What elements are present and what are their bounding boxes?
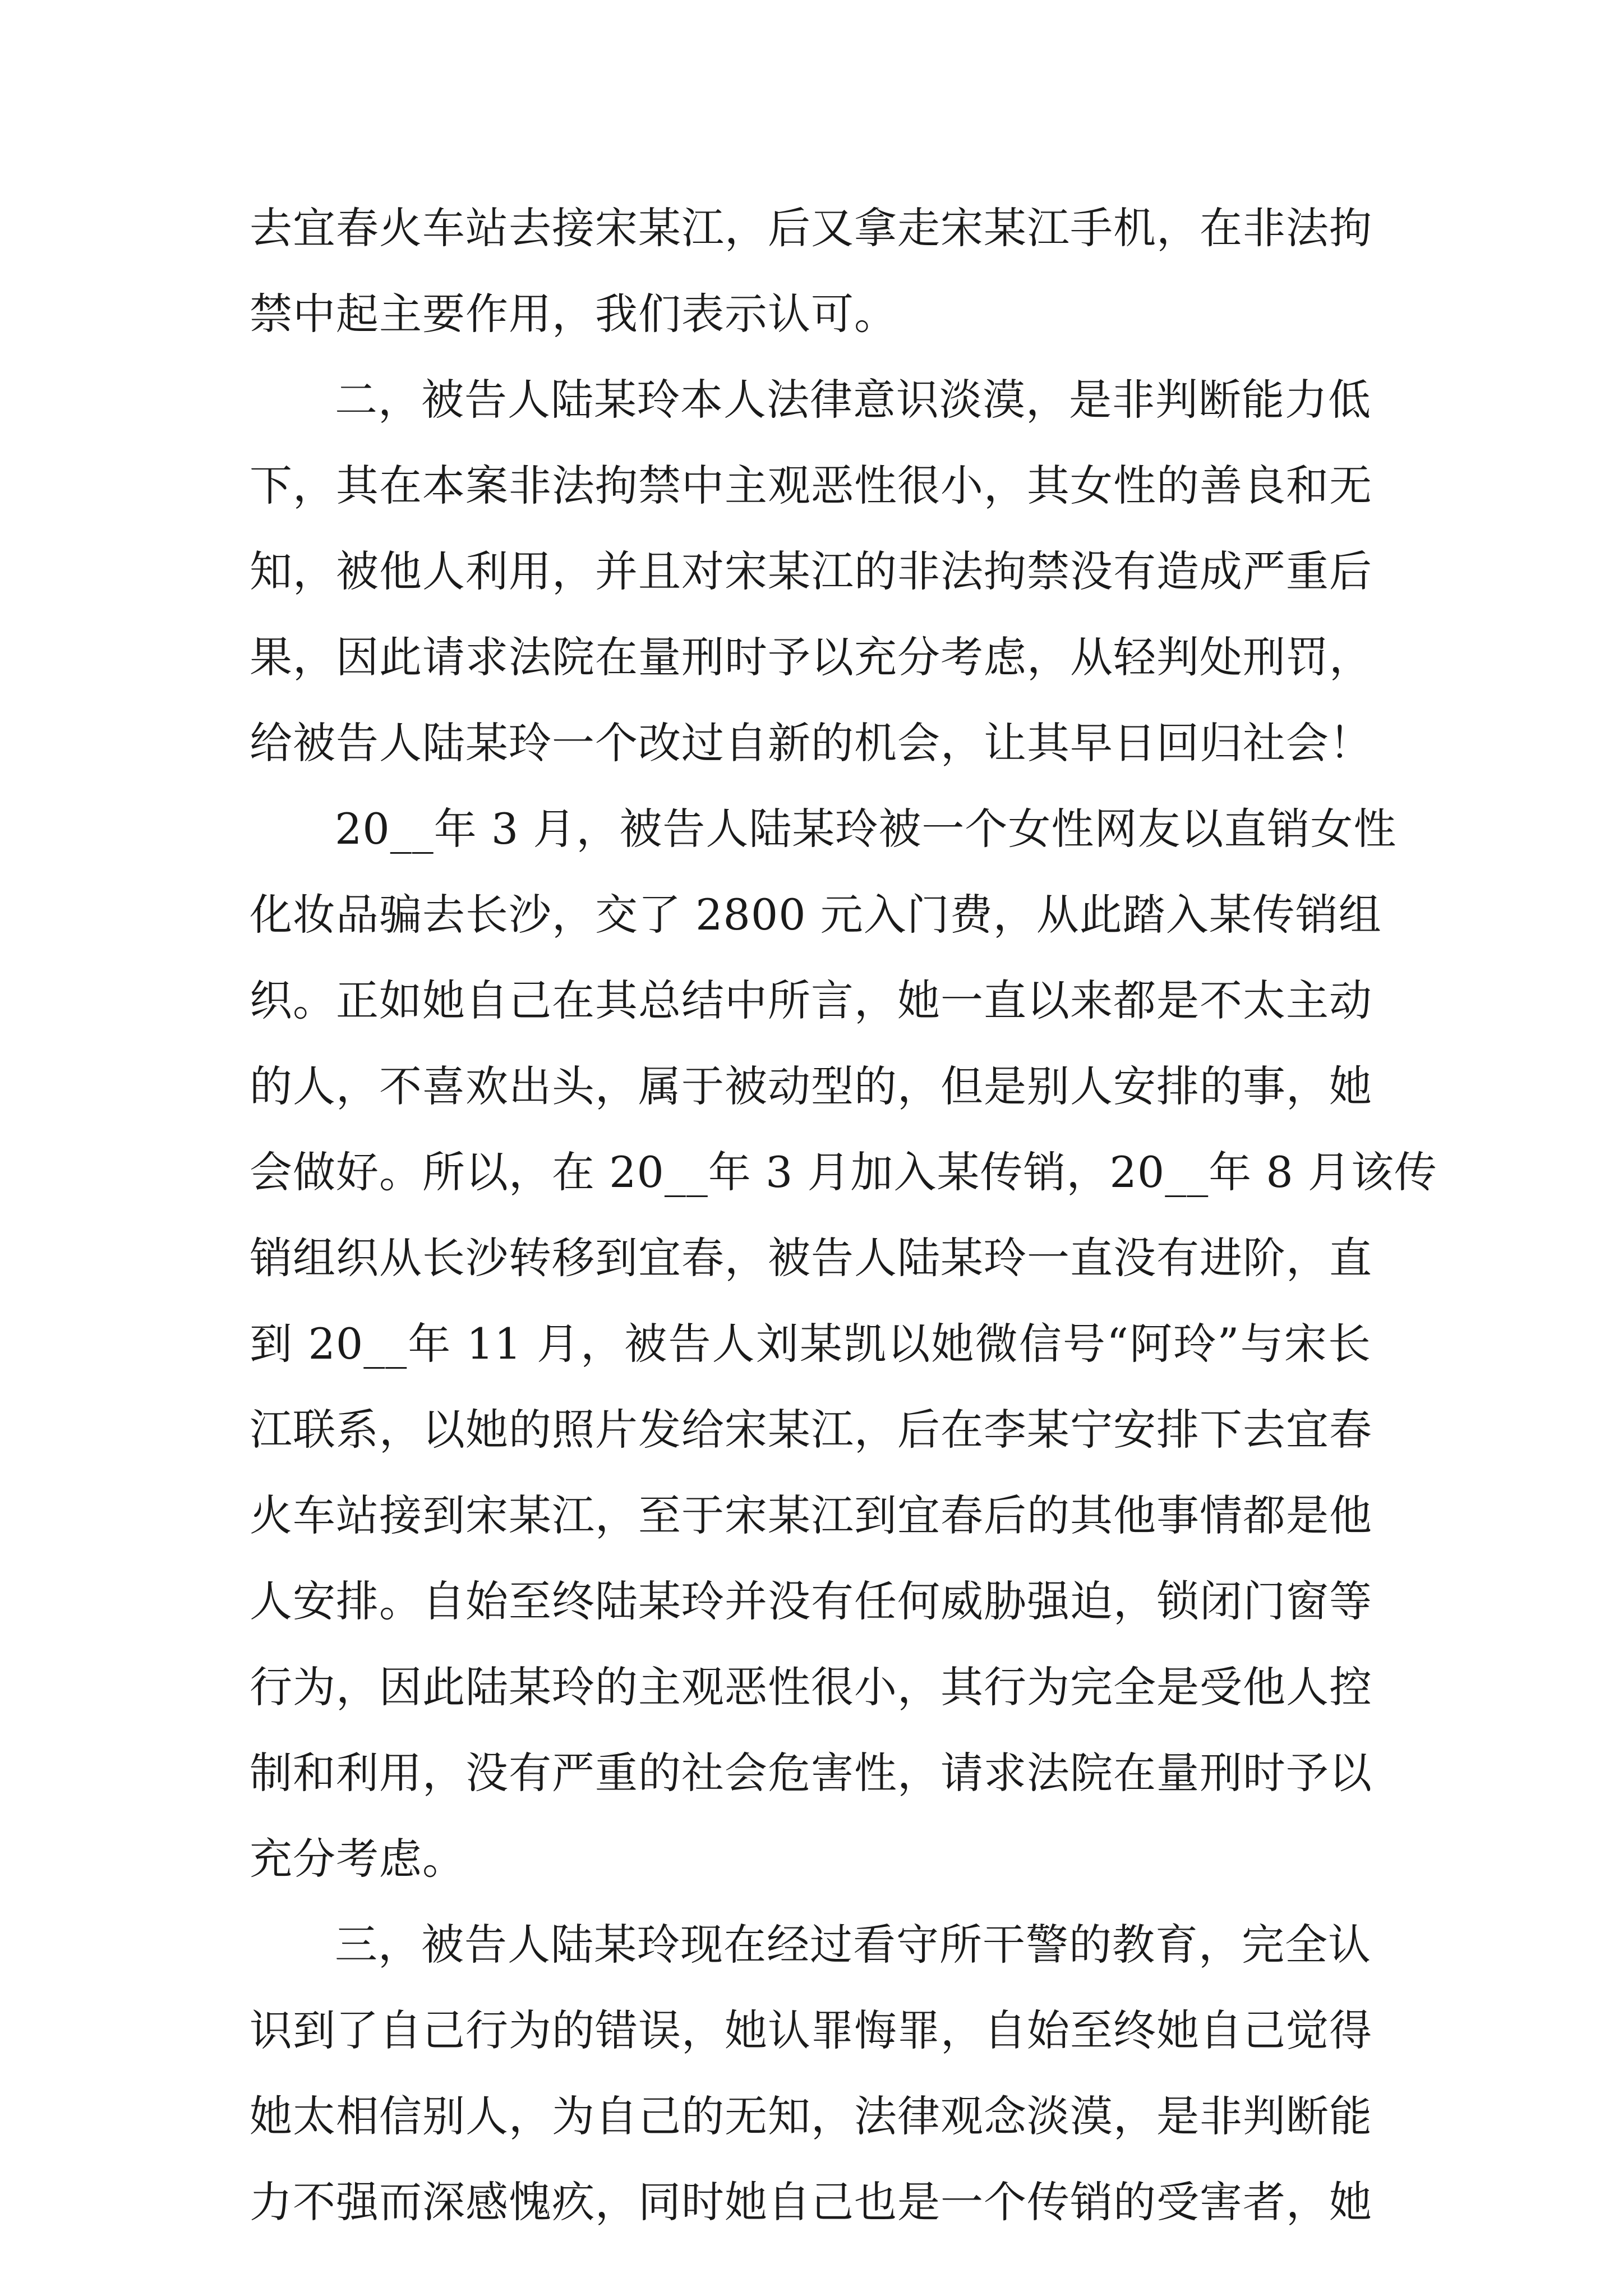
text-line: 禁中起主要作用，我们表示认可。: [250, 289, 897, 339]
text-line: 识到了自己行为的错误，她认罪悔罪，自始至终她自己觉得: [250, 2005, 1372, 2055]
paragraph-start-line: 二，被告人陆某玲本人法律意识淡漠，是非判断能力低: [335, 375, 1371, 425]
text-line: 行为，因此陆某玲的主观恶性很小，其行为完全是受他人控: [250, 1662, 1372, 1712]
text-line: 火车站接到宋某江，至于宋某江到宜春后的其他事情都是他: [250, 1490, 1372, 1540]
paragraph-start-line: 20__年 3 月，被告人陆某玲被一个女性网友以直销女性: [335, 804, 1397, 854]
paragraph-start-line: 三，被告人陆某玲现在经过看守所干警的教育，完全认: [335, 1920, 1371, 1970]
text-line: 织。正如她自己在其总结中所言，她一直以来都是不太主动: [250, 976, 1372, 1025]
text-line: 给被告人陆某玲一个改过自新的机会，让其早日回归社会！: [250, 718, 1372, 768]
text-line: 知，被他人利用，并且对宋某江的非法拘禁没有造成严重后: [250, 546, 1372, 596]
text-line: 化妆品骗去长沙，交了 2800 元入门费，从此踏入某传销组: [250, 890, 1382, 940]
document-body: [250, 185, 1437, 2245]
text-line: 的人，不喜欢出头，属于被动型的，但是别人安排的事，她: [250, 1061, 1372, 1111]
text-line: 她太相信别人，为自己的无知，法律观念淡漠，是非判断能: [250, 2091, 1372, 2141]
text-line: 销组织从长沙转移到宜春，被告人陆某玲一直没有进阶，直: [250, 1233, 1372, 1283]
text-line: 下，其在本案非法拘禁中主观恶性很小，其女性的善良和无: [250, 461, 1372, 510]
text-line: 江联系，以她的照片发给宋某江，后在李某宁安排下去宜春: [250, 1405, 1372, 1455]
text-line: 制和利用，没有严重的社会危害性，请求法院在量刑时予以: [250, 1748, 1372, 1798]
text-line: 力不强而深感愧疚，同时她自己也是一个传销的受害者，她: [250, 2177, 1372, 2227]
text-line: 果，因此请求法院在量刑时予以充分考虑，从轻判处刑罚，: [250, 632, 1372, 682]
text-line: 去宜春火车站去接宋某江，后又拿走宋某江手机，在非法拘: [250, 203, 1372, 253]
text-line: 到 20__年 11 月，被告人刘某凯以她微信号“阿玲”与宋长: [250, 1319, 1371, 1369]
text-line: 充分考虑。: [250, 1834, 465, 1884]
text-line: 会做好。所以，在 20__年 3 月加入某传销，20__年 8 月该传: [250, 1147, 1437, 1197]
text-line: 人安排。自始至终陆某玲并没有任何威胁强迫，锁闭门窗等: [250, 1576, 1372, 1626]
